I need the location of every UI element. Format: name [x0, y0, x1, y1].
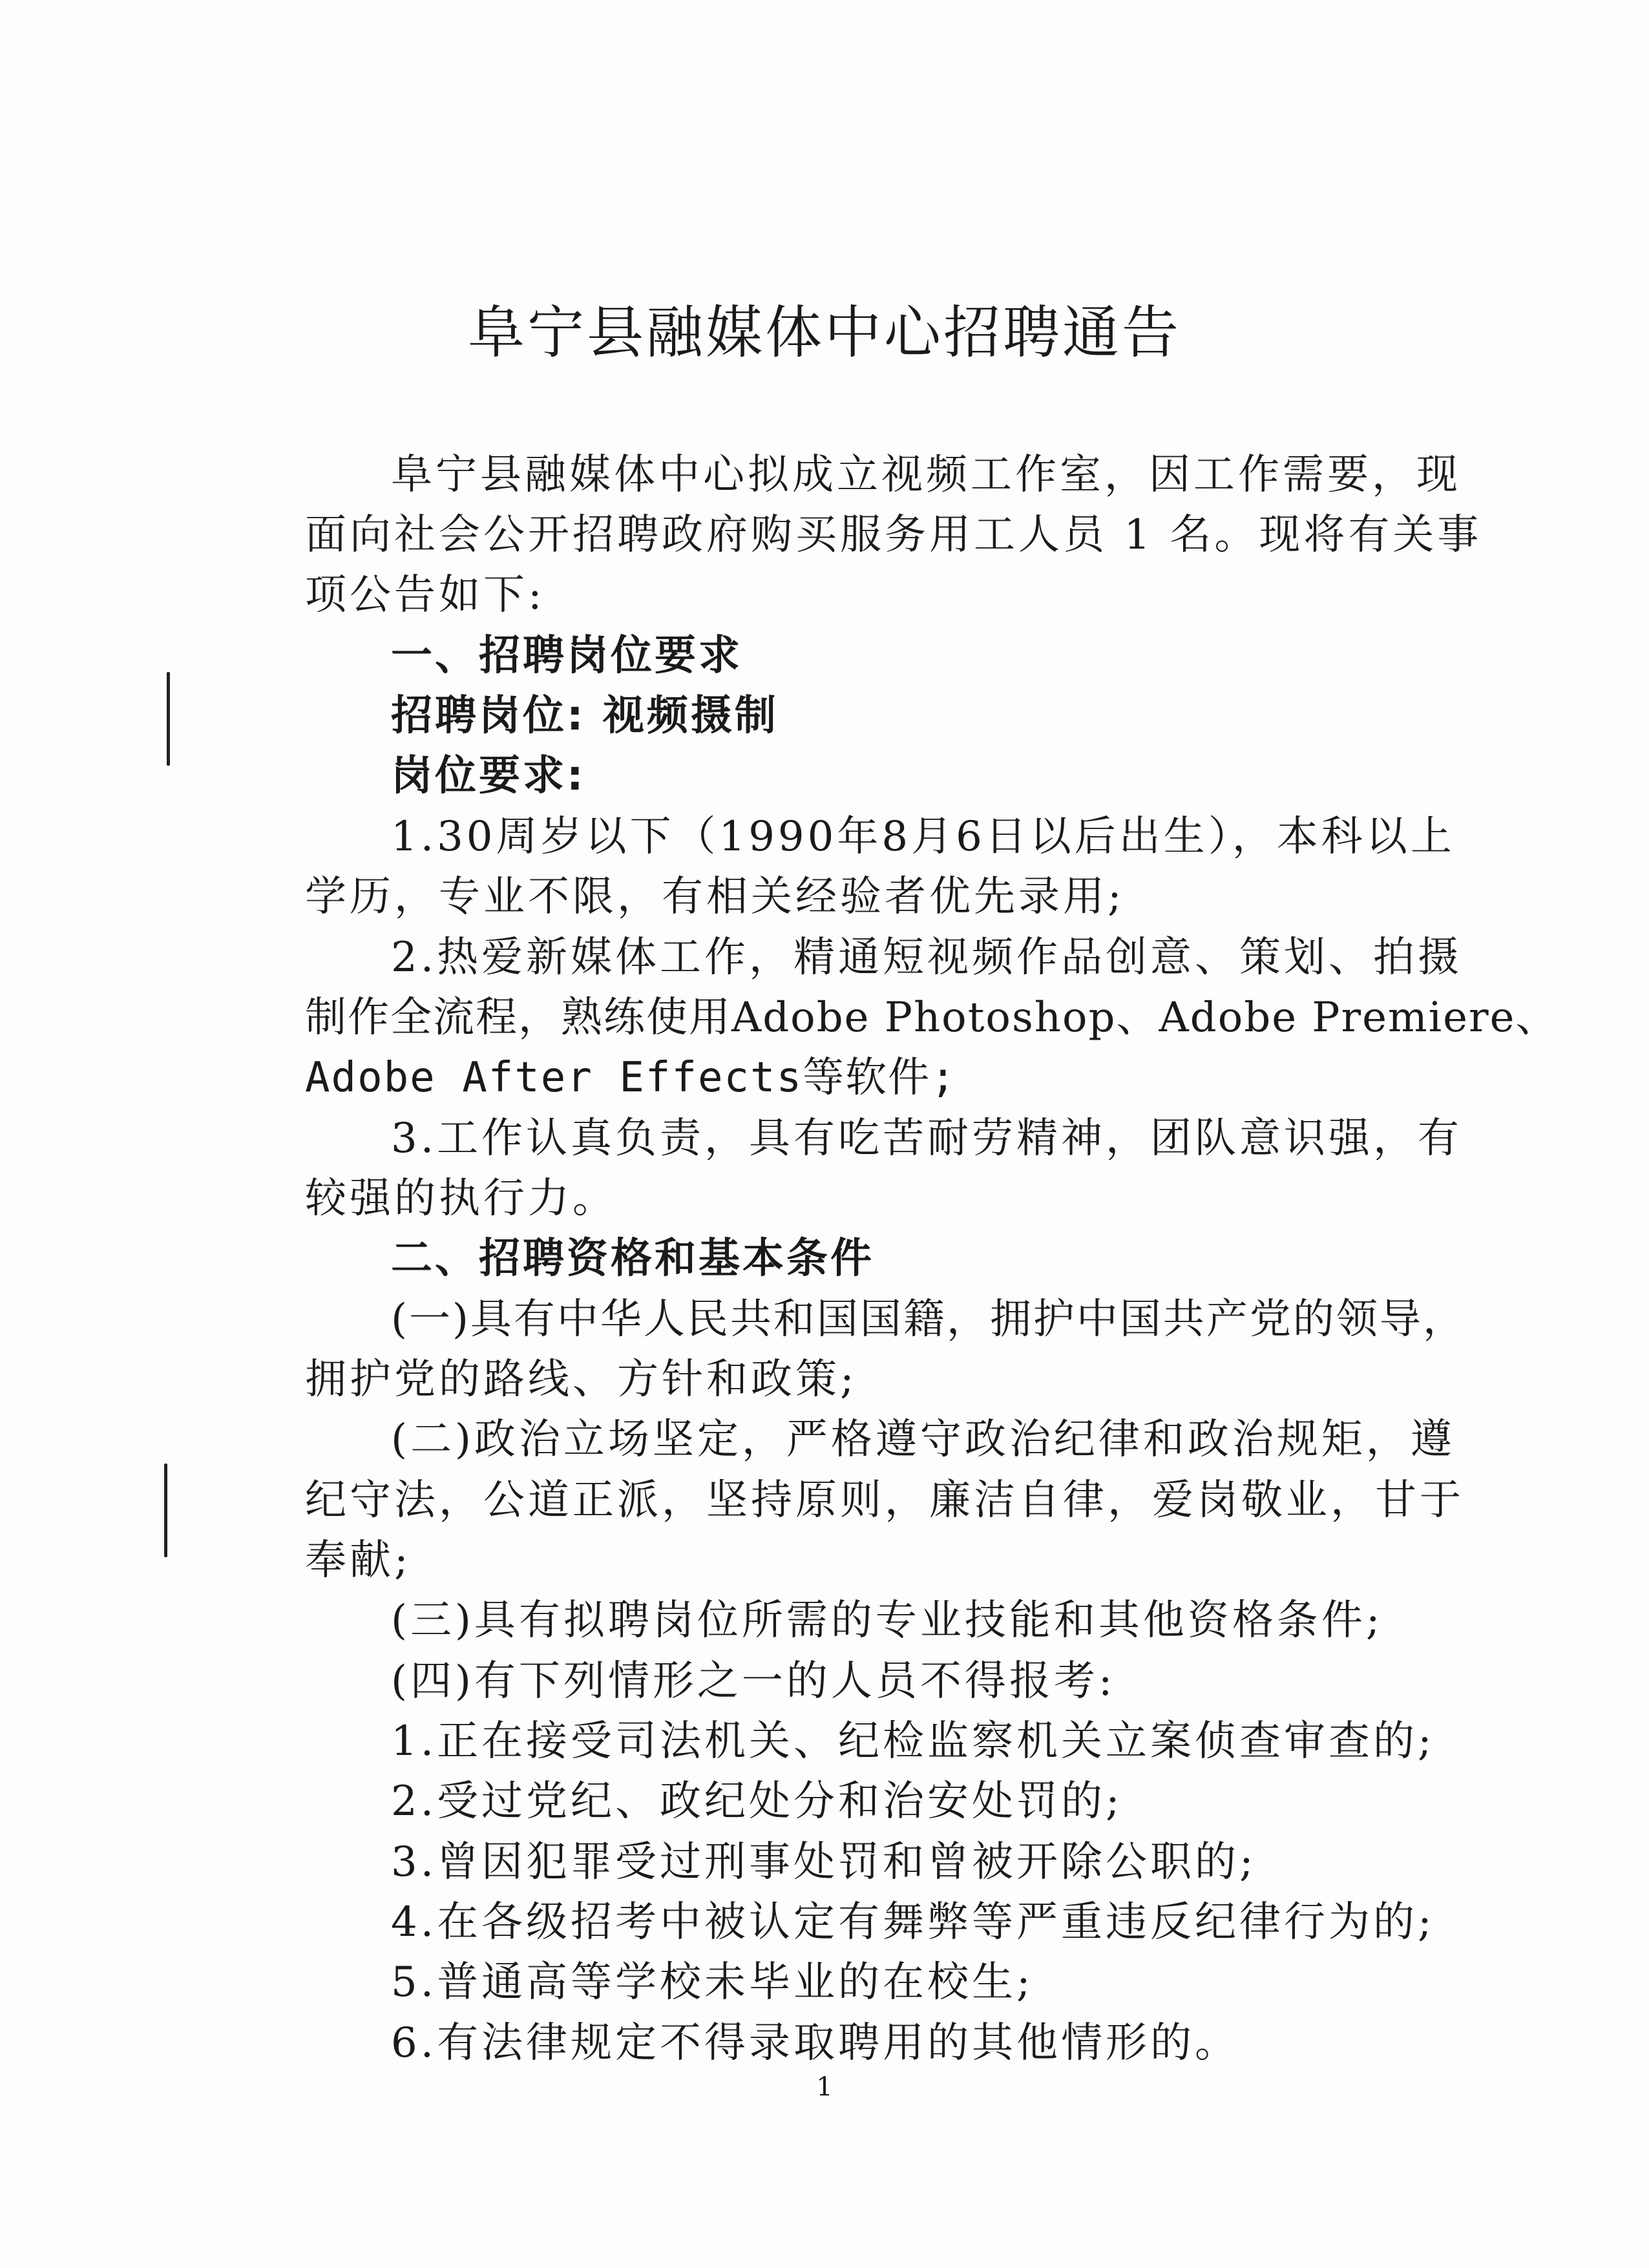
list-item: 1.正在接受司法机关、纪检监察机关立案侦查审查的; [391, 1717, 1435, 1765]
list-item: 6.有法律规定不得录取聘用的其他情形的。 [391, 2019, 1240, 2067]
document-title: 阜宁县融媒体中心招聘通告 [467, 299, 1181, 366]
list-item: 2.受过党纪、政纪处分和治安处罚的; [391, 1778, 1123, 1825]
paragraph-line: 拥护党的路线、方针和政策; [305, 1356, 857, 1403]
paragraph-line: (一)具有中华人民共和国国籍，拥护中国共产党的领导， [391, 1296, 1466, 1343]
binding-mark [167, 672, 170, 766]
paragraph-line: Adobe After Effects等软件; [305, 1054, 957, 1102]
paragraph-line: 面向社会公开招聘政府购买服务用工人员 1 名。现将有关事 [305, 511, 1482, 559]
paragraph-line: 阜宁县融媒体中心拟成立视频工作室，因工作需要，现 [391, 451, 1461, 499]
paragraph-line: (四)有下列情形之一的人员不得报考: [391, 1657, 1116, 1705]
paragraph-line: 较强的执行力。 [305, 1175, 617, 1223]
paragraph-line: 3.工作认真负责，具有吃苦耐劳精神，团队意识强，有 [391, 1115, 1463, 1162]
paragraph-line: 制作全流程，熟练使用Adobe Photoshop、Adobe Premiere、 [305, 994, 1559, 1042]
paragraph-line: 纪守法，公道正派，坚持原则，廉洁自律，爱岗敬业，甘于 [305, 1476, 1464, 1524]
binding-mark [164, 1464, 167, 1557]
section-heading: 一、招聘岗位要求 [391, 632, 742, 680]
job-requirements-heading: 岗位要求: [391, 752, 586, 800]
list-item: 3.曾因犯罪受过刑事处罚和曾被开除公职的; [391, 1838, 1257, 1886]
paragraph-line: 1.30周岁以下（1990年8月6日以后出生），本科以上 [391, 813, 1455, 861]
paragraph-line: 2.热爱新媒体工作，精通短视频作品创意、策划、拍摄 [391, 934, 1463, 982]
list-item: 4.在各级招考中被认定有舞弊等严重违反纪律行为的; [391, 1898, 1435, 1946]
paragraph-line: 学历，专业不限，有相关经验者优先录用; [305, 873, 1125, 921]
page-number: 1 [816, 2072, 833, 2102]
job-position-line: 招聘岗位: 视频摄制 [391, 692, 779, 740]
paragraph-line: 项公告如下: [305, 571, 545, 619]
paragraph-line: (三)具有拟聘岗位所需的专业技能和其他资格条件; [391, 1597, 1383, 1644]
list-item: 5.普通高等学校未毕业的在校生; [391, 1958, 1034, 2006]
paragraph-line: 奉献; [305, 1537, 412, 1584]
paragraph-line: (二)政治立场坚定，严格遵守政治纪律和政治规矩，遵 [391, 1416, 1455, 1464]
section-heading: 二、招聘资格和基本条件 [391, 1235, 874, 1283]
